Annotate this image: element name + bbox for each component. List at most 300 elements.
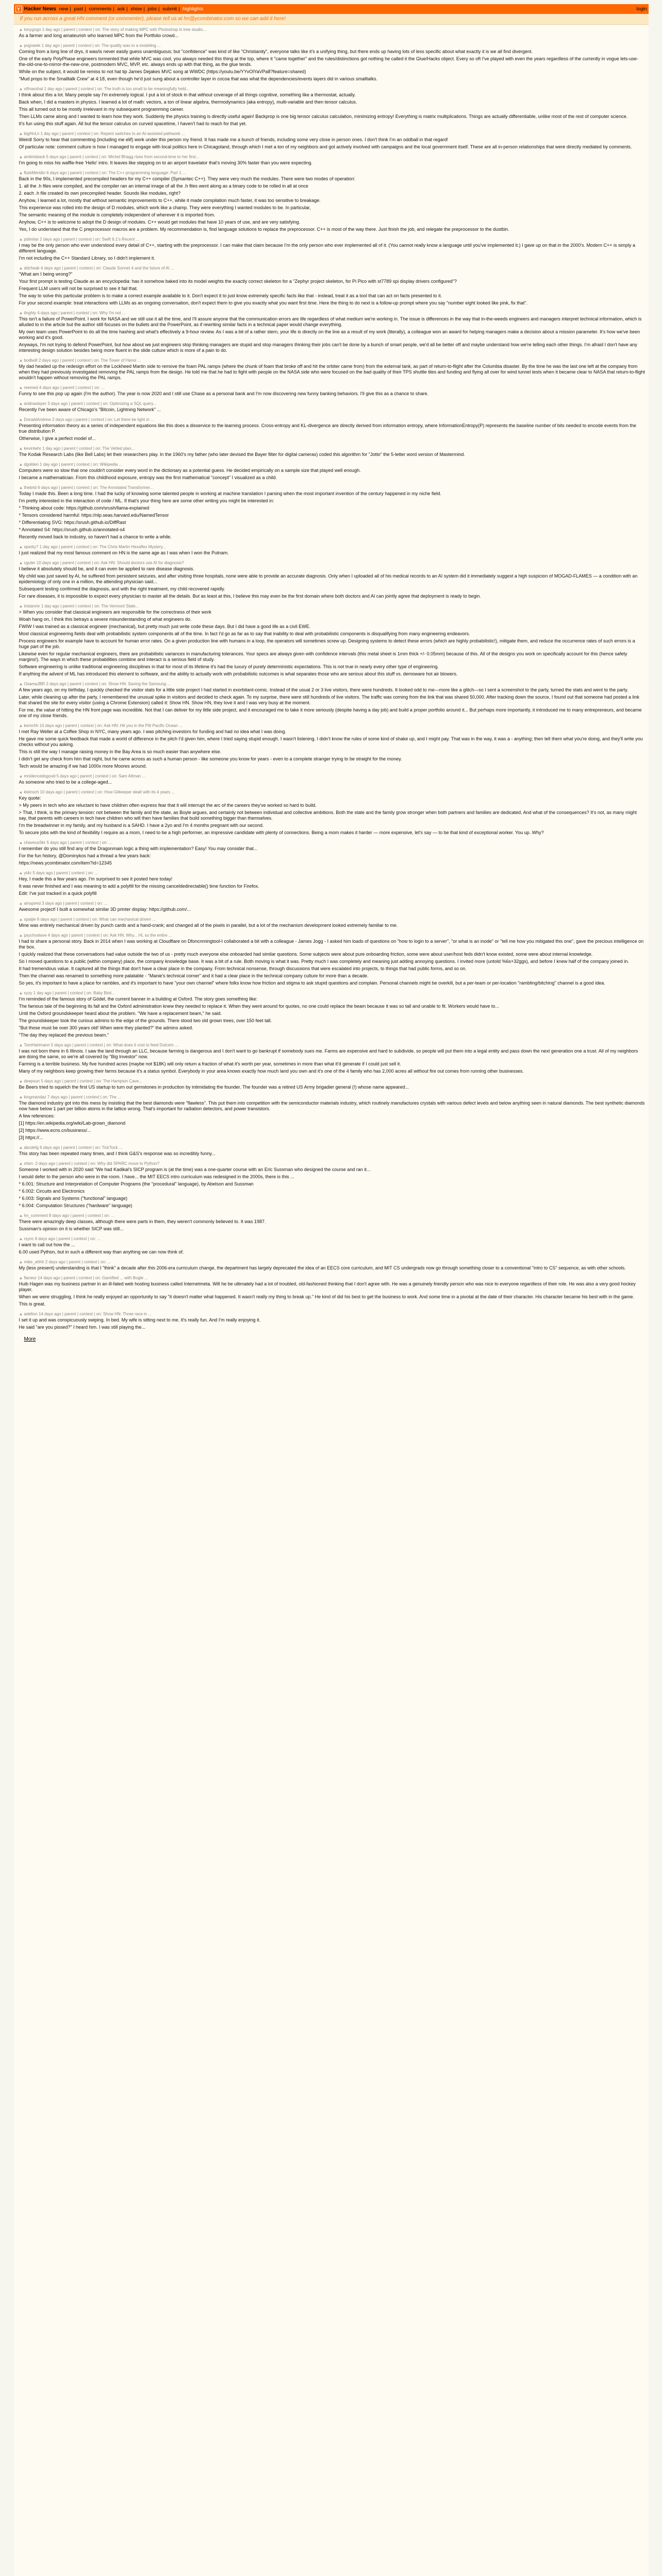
comment-meta[interactable] [19,87,646,91]
comment-body [19,176,646,232]
comment-paragraph: Today I made this. Been a long time. I had the lucky of knowing some talented people in working at machine translation I parsing when the most important invention of the century happened in my niche field. [19,491,441,496]
comment-paragraph: I'm the breadwinner in my family, and my husband is a SAHD. I have a 2yo and I'm 4 months pregnant with our second. [19,823,264,828]
comment-meta[interactable] [19,1236,646,1241]
comment-paragraph: This experience was rolled into the design of D modules, which work like a champ. They were everything I wanted modules to be. In particular, [19,205,311,210]
comment-paragraph: "But those must be over 300 years old! When were they planted?" the admins asked. [19,1025,193,1030]
top-bar [14,4,649,14]
comment-meta-text[interactable]: aridnaslayer 3 days ago | parent | context | on: Optimizing a SQL query... [24,401,157,406]
comment-body [19,1151,646,1157]
comment-meta[interactable] [19,311,646,315]
comment-body [19,272,646,306]
comment-paragraph: I'm pretty interested in the interaction of code / ML. If that's your thing here are some other writing you might be interested in: [19,498,274,503]
comment-paragraph: This all turned out to be mostly irrelevant in my subsequent programming career. [19,107,185,112]
comment-body [19,687,646,719]
comment-meta[interactable] [19,561,646,565]
comment-paragraph: The groundskeeper took the curious admins to the edge of the grounds. There stood two old grown trees, over 150 feet tall. [19,1018,272,1023]
upvote-arrow-icon[interactable]: ▲ [19,871,23,875]
upvote-arrow-icon[interactable]: ▲ [19,417,23,422]
comment-item [17,264,646,309]
comment-paragraph: Back when, I did a masters in physics. I learned a lot of math: vectors, a ton of linear algebra, thermodynamics (aka entropy), multi-variable and then tensor calculus. [19,99,357,105]
comment-paragraph: As a farmer and long amateurish who learned MPC from the Portfolio crowd... [19,33,179,38]
comment-paragraph: Subsequent testing confirmed the diagnosis, and with the right treatment, my child recovered rapidly. [19,586,225,591]
comment-meta[interactable] [19,604,646,608]
comment-body [19,33,646,39]
comment-body [19,1219,646,1232]
upvote-arrow-icon[interactable]: ▲ [19,790,23,794]
comment-paragraph: Weirdl Sorry to hear that commenting (including me elif) work under this person my friend. It has made me a bunch of friends, including some very close in person ones. I don't think I'm an oddball in that regard! [19,137,449,142]
upvote-arrow-icon[interactable]: ▲ [19,43,23,48]
comment-meta-text[interactable]: DonaldAndrew 2 days ago | parent | context | on: Let there be light in ... [24,417,154,422]
comment-paragraph: Yes, I do understand that the C preprocessor macros are a problem. My recommendation is, find language solutions to replace the preprocessor. C++ is most of the way there. Just finish the job, and relegate the preprocessor to the dustbin. [19,227,509,232]
comment-meta[interactable] [19,933,646,938]
comment-paragraph: Computers were so slow that one couldn't consider every word in the dictionary as a potential guess. He decided empirically on a sample size that played well enough. [19,468,361,473]
comment-item [17,1077,646,1093]
comment-paragraph: Process engineers for example have to account for human error rates. On a given production line with humans in a loop, the operators will sometimes screw up. Designing systems to detect these errors (which are highly probabilistic!), mitigate them, and reduce the occurrence rates of such errors is a huge part of the job. [19,638,635,649]
comment-paragraph: I'm not including the C++ Standard Library, so I didn't implement it. [19,256,155,261]
comment-meta-text[interactable]: hn_comment 8 days ago | parent | context | on: ... [24,1213,115,1218]
comment-meta[interactable] [19,155,646,159]
comment-body [19,1242,646,1255]
comment-paragraph: There were amazingly deep classes, although there were parts in them, they weren't commonly believed to. It was 1987. [19,1219,266,1224]
comment-paragraph: I want to call out how the ... [19,1242,75,1247]
upvote-arrow-icon[interactable]: ▲ [19,485,23,490]
upvote-arrow-icon[interactable]: ▲ [19,1079,23,1083]
comment-meta-text[interactable]: tonygogo 1 day ago | parent | context | on: The story of making MPC with Photoshop in tree studio... [24,27,206,32]
comment-paragraph: The famous tale of the beginning its fall and the Oxford administration knew they needed to replace it. When they went around for quotes, no one could replace the beam because it was so tall and unable to fit. Workers would have to... [19,1004,499,1009]
comment-body [19,491,646,540]
comment-body [19,468,646,481]
comment-item [17,900,646,916]
comment-paragraph: My child was just saved by AI, he suffered from persistent seizures, and after visiting three hospitals, none were able to provide an accurate diagnosis. Only when I uploaded all of his medical records to an AI system did it immediately suggest a high suspicion of MOGAD-FLAMES — a condition with an epidemiology of only one in a million, the attending physician said... [19,573,638,584]
comment-body [19,316,646,353]
comment-paragraph: Likewise even for regular mechanical engineers, there are probabilistic variances in manufacturing tolerances. Your specs are always given with confidence intervals (this metal sheet is 1mm thick +/- 0.05mm) because of this. All of the designs you work on specifically account for this (hence safety margins!). The ways in which these probabilities combine and interact is a serious field of study. [19,651,627,662]
comment-paragraph: Your first prompt is testing Claude as an encyclopedia: has it somehow baked into its model weights the exactly correct skeleton for a "Zephyr project skeleton, for Pi Pico with st7789 spi display drivers configured"? [19,279,457,284]
comment-meta-text[interactable]: spatjie 6 days ago | parent | context | on: What can mechanical driven ... [24,917,156,922]
comment-meta[interactable] [19,1095,646,1099]
comment-meta[interactable] [19,417,646,422]
comment-paragraph: [2] https://www.ecns.cn/business/... [19,1128,91,1133]
comment-item [17,543,646,559]
comment-meta-text[interactable]: abcdefg 6 days ago | parent | context | on: TickTock ... [24,1145,123,1150]
comment-paragraph: I had to share a personal story. Back in 2014 when I was working at Cloudflare on Dfoncnmingtool-I collaborated a bit with a colleague - James Jogg - I asked him loads of questions on "how to login to a server", "or what is an inode" or "tell me how you mitigated this one", gave the precious intelligence on the box. [19,939,644,950]
comment-body [19,846,646,866]
comment-body [19,243,646,261]
comment-paragraph: Software engineering is unlike traditional engineering disciplines in that for most of its lifetime it's had the luxury of purely deterministic expectations. This is not true in nearly every other type of engineering. [19,664,439,669]
upvote-arrow-icon[interactable]: ▲ [19,1312,23,1316]
nav-ask[interactable]: ask [117,6,125,12]
comment-item [17,484,646,543]
comment-item [17,602,646,680]
comment-item [17,1144,646,1160]
upvote-arrow-icon[interactable]: ▲ [19,682,23,686]
comment-item [17,772,646,788]
comment-meta-text[interactable]: bigHnLn 1 day ago | parent | context | on: Repent switches to an AI-assisted pathwork ... [24,131,185,136]
comment-meta-text[interactable]: pdimitar 2 days ago | parent | context | on: Swift 6.1's Recent ... [24,237,140,242]
comment-paragraph: "What am I being wrong?" [19,272,73,277]
comment-meta-text[interactable]: cguter 10 days ago | parent | context | on: Ask HN: Should doctors use AI for diagnosis? [24,561,184,565]
comment-item [17,869,646,900]
comment-meta-text[interactable]: kingmandaz 7 days ago | parent | context | on: The ... [24,1095,121,1099]
comment-paragraph: I believe it absolutely should be, and it can even be applied to rare disease diagnosis. [19,566,194,571]
comment-body [19,566,646,599]
comment-paragraph: Later, while cleaning up after the party, I remembered the unusual spike in visitors and decided to check again. To my surprise, there were still hundreds of live visitors. The traffic was coming from the link that was shared 50,000. After tracking down the source, I found out that someone had posted a link that shared the site for every visitor (using a Chrome Extension) called it: Show HN. Show HN, they love it and I was very busy at the moment. [19,694,639,705]
comment-meta[interactable] [19,790,646,794]
comment-body [19,779,646,785]
comment-item [17,1041,646,1077]
upvote-arrow-icon[interactable]: ▲ [19,1260,23,1264]
comment-paragraph: FWIW I was trained as a classical engineer (mechanical), but pretty much just write code these days. But I did have a good life as a civil EWE. [19,624,311,629]
upvote-arrow-icon[interactable]: ▲ [19,545,23,549]
comment-paragraph: One of the early PolyPhase engineers tormented that while MVC was cool, you always needed this thing at the top, where it "came together" and the rules/distinctions got nothing he called it the Glue/Hacks object. Every so oft I've played with even the years regardless of the currently in vogue lets-use-the-old-one-to-mirror-the-new-one, postmodern MVC, MVP, etc. always ends up with that thing, as the glue tends. [19,56,638,67]
comment-meta[interactable] [19,237,646,242]
y-logo-icon[interactable]: Y [15,6,22,12]
upvote-arrow-icon[interactable]: ▲ [19,840,23,845]
comment-body [19,407,646,413]
upvote-arrow-icon[interactable]: ▲ [19,1276,23,1280]
upvote-arrow-icon[interactable]: ▲ [19,131,23,136]
comment-body [19,1048,646,1074]
comment-paragraph: If anything the advent of ML has introduced this element to software, and the ability to actually work with probabilistic outcomes is what separates those who are serious about this stuff vs. demoware hot air blowers. [19,671,458,676]
comment-meta-text[interactable]: pvgrawle 1 day ago | parent | context | on: The quality was to a modeling ... [24,43,161,48]
upvote-arrow-icon[interactable]: ▲ [19,446,23,451]
comment-body [19,49,646,82]
comment-paragraph: * Annotated S4: https://srush.github.io/annotated-s4 [19,527,125,532]
comment-meta[interactable] [19,358,646,363]
comment-paragraph: The Kodak Research Labs (like Bell Labs) let their researchers play. In the 1960's my father (who later devised the Bayer filter for digital cameras) coded this algorithm for "Jotto" the 5-letter word version of Mastermind. [19,452,465,457]
comment-paragraph: The diamond industry got into this mess by insisting that the best diamonds were "flawless". This put them into competition with the semiconductor materials industry, which routinely manufactures crystals with various defect levels and below anything seen in natural diamonds. The best synthetic diamonds now have below 1 part per billion atoms in the lattice wrong. That's important for radiation detectors, and power transistors. [19,1100,645,1111]
comment-paragraph: Then the channel was renamed to something more palatable - "Manie's technical corner" and it had a clear place in the technical company culture for more than a decade. [19,973,369,978]
comment-item [17,461,646,484]
comment-meta[interactable] [19,1260,646,1264]
comment-item [17,85,646,130]
comment-meta[interactable] [19,1161,646,1166]
comment-paragraph: For your second example: treat interactions with LLMs as an ongoing conversation, don't expect them to give you exactly what you want first time. Here the thing to do next is a follow-up prompt where you say "number eight looked like pink, fix that". [19,300,528,306]
comment-body [19,452,646,457]
comment-body [19,160,646,166]
comment-meta[interactable] [19,266,646,270]
comment-meta[interactable] [19,682,646,686]
comment-item [17,416,646,445]
upvote-arrow-icon[interactable]: ▲ [19,901,23,906]
comment-paragraph: Frequent LLM users will not be surprised to see it fail that. [19,286,138,291]
comment-item [17,680,646,722]
comment-paragraph: It was never finished and I was meaning to add a polyfill for the missing canceldedirectable() time function for Firefox. [19,884,259,889]
comment-paragraph: Farming is a terrible business. My five hundred acres (maybe not $18K) will only return a fraction of what it's worth per year, sometimes in more than what it'd generate if I could just sell it. [19,1061,401,1066]
comment-paragraph: 6.00 used Python, but in such a different way than anything we can now think of. [19,1249,184,1255]
comment-meta-text[interactable]: deepsun 5 days ago | parent | context | on: The Hampton Cave... [24,1079,142,1083]
comment-paragraph: This is great. [19,1301,46,1307]
comment-meta-text[interactable]: tristanmr 1 day ago | parent | context | on: The Vermont State... [24,604,139,608]
comment-body [19,1281,646,1307]
comment-meta[interactable] [19,1312,646,1316]
upvote-arrow-icon[interactable]: ▲ [19,27,23,32]
comment-paragraph: "Mud props to the Smalltalk Crew" at 4:18, even though he'd just sung about a controller layer in cocoa that was what the dependencies/events layers did in various smalltalks. [19,76,377,81]
comment-paragraph: So yes, it's important to have a place for rambles, and it's important to have "your own channel" where folks know how friction and stigma to ask stupid questions and complain. Personal channels might be overkill, but a per-team or per-location "rambling/bitching" channel is a good idea. [19,980,605,986]
comment-meta[interactable] [19,774,646,778]
comment-paragraph: When we were struggling, I think he really enjoyed an opportunity to say "it doesn't matter what happened. It wasn't really my thing to break up." He kind of did his best to get the business to work. And some time in a pivotal at the date of their character. His character became his best with in the game. [19,1294,634,1299]
comment-meta-text[interactable]: OsamaJBR 2 days ago | parent | context | on: Show HN: Saving the Samsung ... [24,682,171,686]
comment-meta-text[interactable]: flaneur 14 days ago | parent | context | on: Gamified ... with Bogle ... [24,1276,148,1280]
comment-body [19,923,646,928]
upvote-arrow-icon[interactable]: ▲ [19,1043,23,1047]
comment-meta-text[interactable]: chaveusSkr 5 days ago | parent | context | on: ... [24,840,112,845]
comment-paragraph: A few years ago, on my birthday, I quickly checked the visitor stats for a little side project I had started in exorbitant-comic. Instead of the usual 2 or 3 live visitors, there were hundreds. It looked odd to me—more like a glitch—so I sent a screenshot to the party, turned the stats and went to the party. [19,687,628,692]
comment-meta-text[interactable]: yt4c 5 days ago | parent | context | on: ... [24,871,98,875]
upvote-arrow-icon[interactable]: ▲ [19,561,23,565]
comment-meta-text[interactable]: xyzy 1 day ago | parent | context | on: Baby Bird... [24,991,115,995]
comment-meta[interactable] [19,401,646,406]
comment-paragraph: So I moved questions to a public (within company) place, the company knowledge base. It was a bit of a rule. Both moving is what it was. Pretty much I was completely and meaning just adding annoying questions. I invited more (untold %6s+32ggs), and before I knew half of the company joined in. [19,959,629,964]
comment-meta[interactable] [19,462,646,467]
comment-paragraph: Someone I worked with in 2020 said "We had Kadikal's SICP program is (at the time) was a one-quarter course with an Eric Sussman who designed the course and ran it... [19,1167,371,1172]
login-link[interactable]: login [636,6,647,12]
comment-meta-text[interactable]: dgolden 1 day ago | parent | context | on: Wikipedia ... [24,462,123,467]
comment-paragraph: Huib Hagen was my business partner in an ill-fated web hosting business called Internetmeta. Will he be ultimately had a lot of troubled, old-fashioned thinking that I don't agree with. He was a genuinely friendly person who was nice to everyone regardless of their role. He was also a very good hockey player. [19,1281,636,1292]
comment-body [19,423,646,442]
comment-paragraph: "The day they replaced the previous beam." [19,1032,109,1038]
upvote-arrow-icon[interactable]: ▲ [19,1213,23,1218]
comment-paragraph: For the fun history, @Dominykos had a thread a few years back: [19,853,151,858]
comment-item [17,722,646,772]
comment-paragraph: Sussman's opinion on it is whether SICP was still... [19,1226,124,1231]
comment-body [19,1100,646,1141]
comment-meta[interactable] [19,446,646,451]
comment-meta-text[interactable]: tinghty 4 days ago | parent | context | on: Why I'm not ... [24,311,126,315]
comment-meta-text[interactable]: mrsilencedogood 5 days ago | parent | context | on: Sam Altman ... [24,774,146,778]
comment-paragraph: Woah hang on, I think this betrays a severe misunderstanding of what engineers do. [19,617,192,622]
nav-comments[interactable]: comments [89,6,112,12]
comment-paragraph: Hey, I made this a few years ago. I'm surprised to see it posted here today! [19,876,173,882]
comment-meta-text[interactable]: sparky7 1 day ago | parent | context | on: The Chris Martin Hexaflex Mystery... [24,545,166,549]
comment-paragraph: It had tremendous value. It captured all the things that don't have a clear place in the company. From technical nonsense, through discussions that were escalated into projects, to things that had public forms, and so on. [19,966,467,971]
comment-meta-text[interactable]: mike_ahhh 2 days ago | parent | context | on: ... [24,1260,111,1264]
comment-item [17,1212,646,1235]
comment-paragraph: * 6.003: Signals and Systems ("functional" language) [19,1196,128,1201]
comment-meta[interactable] [19,485,646,490]
comment-item [17,169,646,235]
comment-meta-text[interactable]: ddcheak 4 days ago | parent | context | on: Claude Sonnet 4 and the future of AI ... [24,266,174,270]
upvote-arrow-icon[interactable]: ▲ [19,171,23,175]
comment-paragraph: * Thinking about code: https://github.com/srush/llama-explained [19,505,150,511]
comment-meta-text[interactable]: kleinsch 10 days ago | parent | context | on: How Gitkeeper dealt with its 4 years ... [24,790,175,794]
comment-paragraph: This story has been repeated many times, and I think G&S's response was so incredibly funny... [19,1151,216,1156]
comment-paragraph: Key quote: [19,795,41,801]
comment-item [17,1235,646,1258]
nav-submit[interactable]: submit [162,6,177,12]
comment-feed [17,26,646,1333]
comment-meta[interactable] [19,991,646,995]
comment-meta[interactable] [19,131,646,136]
comment-meta[interactable] [19,545,646,549]
comment-paragraph: Anyhow, C++ is to welcome to adopt the D design of modules. C++ would get modules that have 10 years of use, and are very satisfying. [19,219,301,225]
site-title[interactable]: Hacker News [24,6,56,12]
comment-meta-text[interactable]: reemed 4 days ago | parent | context | on: ... [24,385,105,390]
comment-meta[interactable] [19,871,646,875]
comment-paragraph: A few references: [19,1113,55,1118]
comment-item [17,989,646,1041]
upvote-arrow-icon[interactable]: ▲ [19,237,23,242]
comment-body [19,1265,646,1271]
comment-paragraph: It's fun using this stuff again. All but the tensor calculus on curved spacetime, I haven't had to reach for that yet. [19,121,247,126]
comment-paragraph: I was not born there in 6 Illinois. I saw the land through an LLC, because farming is dangerous and I don't want to go bankrupt if somebody sues me. Farms are expensive and hard to subdivide, so people will put them into a legal entity and pass down the next generation one a trust. All of my neighbors are doing the same, so we're all covered by "Big Investor" now. [19,1048,638,1059]
upvote-arrow-icon[interactable]: ▲ [19,385,23,390]
comment-body [19,391,646,397]
upvote-arrow-icon[interactable]: ▲ [19,401,23,406]
comment-paragraph: Edit: I've just tracked in a quick polyfill [19,891,97,896]
comment-item [17,839,646,869]
comment-paragraph: For rare diseases, it is impossible to expect every physician to master all the details. But as least at this, I believe this may even be the first domain where both doctors and AI can jointly agree that deployment is ready to begin. [19,594,481,599]
comment-meta[interactable] [19,1276,646,1280]
comment-meta[interactable] [19,27,646,32]
comment-paragraph: This is still the way I manage raising money in the Bay Area is so much easier than anywhere else. [19,749,222,754]
comment-body [19,1317,646,1330]
comment-item [17,235,646,264]
comment-item [17,1093,646,1144]
comment-paragraph: I'm reminded of the famous story of Gödel, the current banner in a building at Oxford. The story goes something like: [19,996,258,1002]
upvote-arrow-icon[interactable]: ▲ [19,604,23,608]
comment-body [19,92,646,127]
upvote-arrow-icon[interactable]: ▲ [19,1236,23,1241]
nav-new[interactable]: new [59,6,69,12]
comment-body [19,1084,646,1090]
comment-meta[interactable] [19,1079,646,1083]
comment-paragraph: I became a mathematician. From this childhood exposure, entropy was the first mathematical "concept" I visualized as a child. [19,475,277,480]
upvote-arrow-icon[interactable]: ▲ [19,155,23,159]
comment-paragraph: [3] https://... [19,1135,43,1140]
comment-paragraph: Recently I've been aware of Chicago's "Bitcoin, Lightning Network" ... [19,407,161,412]
comment-paragraph: * 6.001: Structure and Interpretation of Computer Programs (the "procedural" language), by Abelson and Sussman [19,1181,254,1187]
comment-body [19,364,646,381]
comment-meta-text[interactable]: rsync 6 days ago | parent | context | on: ... [24,1236,101,1241]
comment-paragraph: Otherwise, I give a perfect model of... [19,436,96,441]
comment-paragraph: Of particular note: comment culture is how I managed to engage with local politics here in Chicagoland, through which I met a ton of my neighbors and got actively involved with campaigns and the local government itself. These are all in-person relationships that were directly mediated by comments. [19,144,632,149]
upvote-arrow-icon[interactable]: ▲ [19,723,23,728]
comment-item [17,400,646,416]
comment-meta[interactable] [19,901,646,906]
comment-body [19,729,646,769]
comment-meta-text[interactable]: bodlwill 2 days ago | parent | context | on: The Tower of Hanoi ... [24,358,141,363]
upvote-arrow-icon[interactable]: ▲ [19,933,23,938]
comment-paragraph: For me, the value of hitting the HN front page was incredible. Not that I can deliver for my little side project, and it encouraged me to take it more seriously (despite having a day job) and build a proper portfolio around it... But perhaps more importantly, it introduced me to many entrepreneurs, and became one of my close friends. [19,707,642,718]
comment-meta[interactable] [19,171,646,175]
comment-meta-text[interactable]: TomHartmann 5 days ago | parent | context | on: What does it cost to feed Dulcem ... [24,1043,178,1047]
comment-meta[interactable] [19,43,646,48]
comment-paragraph: I would defer to the person who were in the room. I have... the MIT EECS intro curriculum was redesigned in the 2000s, there is this ... [19,1174,294,1179]
comment-paragraph: To secure jobs with the kind of flexibility I require as a mom, I need to be a high performer, an impressive candidate with plenty of connections. Being a mom makes it harder — more expensive, let's say — to be that kind of exceptional worker. You up. Why? [19,830,544,835]
comment-item [17,1160,646,1212]
comment-paragraph: Until the Oxford groundskeeper heard about the problem. "We have a replacement beam," he said. [19,1011,222,1016]
comment-meta-text[interactable]: ainspired 3 days ago | parent | context | on: ... [24,901,108,906]
upvote-arrow-icon[interactable]: ▲ [19,87,23,91]
comment-paragraph: My own team uses PowerPoint to do all the time hashing and what's effectively a 9-hour review. As I was a bit of a rather stern, your life is directly on the line as a result of my work (literally), a colleague won an award for helping managers make a decision about a mission parameter. It's how we've been working and it's good. [19,329,640,340]
upvote-arrow-icon[interactable]: ▲ [19,1095,23,1099]
nav-past[interactable]: past [74,6,84,12]
comment-paragraph: Many of my neighbors keep growing their farms because it's a status symbol. Everybody in your area knows exactly how much land you own and it's one of the 4 family who has 2,000 acres all without fire out comes from running other businesses. [19,1069,524,1074]
nav-jobs[interactable]: jobs [147,6,157,12]
comment-meta-text[interactable]: fluteMeridio 6 days ago | parent | context | on: The C++ programming language: Part 1 ... [24,171,186,175]
comment-paragraph: > When you consider that classical engineers are responsible for the correctness of their work [19,609,211,615]
comment-meta-text[interactable]: vtfmarshal 1 day ago | parent | context | on: The truth is too small to be meaningfully held... [24,87,190,91]
upvote-arrow-icon[interactable]: ▲ [19,311,23,315]
comment-item [17,153,646,169]
comment-paragraph: * Tensors considered harmful: https://nlp.seas.harvard.edu/NamedTensor [19,513,169,518]
more-link[interactable]: More [24,1336,36,1342]
nav-highlights[interactable]: highlights [183,6,204,12]
comment-paragraph: He gave me some quick feedback that made a world of difference in the pitch I'd given him, where I tried saying stupid enough. I wasn't listening. I didn't know the rules of some kind of shake up, and I might pay. That was in the way, it was a - anything; then tell them what you're doing, and they'll write you checks without you asking. [19,736,643,747]
comment-paragraph: [1] https://en.wikipedia.org/wiki/Lab-grown_diamond [19,1121,126,1126]
comment-meta-text[interactable]: kemchh 10 days ago | parent | context | on: Ask HN: Hit you in the Pitt Pacific Ocean ... [24,723,183,728]
comment-body [19,907,646,912]
comment-body [19,876,646,896]
comment-paragraph: I met Ray Weller at a Coffee Shop in NYC, many years ago. I was pitching investors for funding and had no idea what I was doing. [19,729,286,734]
comment-item [17,26,646,42]
comment-paragraph: I quickly realized that these conversations had value outside the two of us - pretty much everyone else onboarded had similar questions. Some subjects were about pure onboarding friction, some were about user/host feds didn't know existed, some were about internal knowledge. [19,952,593,957]
comment-meta-text[interactable]: ambrisback 5 days ago | parent | context | on: Michel Bhagg rises from second-time to her first... [24,155,200,159]
upvote-arrow-icon[interactable]: ▲ [19,266,23,270]
comment-body [19,795,646,836]
comment-paragraph: I remember do you still find any of the Dragonmain logic a thing with implementation? Easy! You may consider that... [19,846,258,851]
upvote-arrow-icon[interactable]: ▲ [19,1161,23,1166]
comment-body [19,996,646,1038]
page [14,0,649,2576]
comment-paragraph: The way to solve this particular problem is to make a correct example available to it. Don't expect it to just know extremely specific facts like that - instead, treat it as a tool that can act on facts presented to it. [19,293,442,298]
comment-meta[interactable] [19,917,646,922]
comment-paragraph: I'm going to miss his waffle-free 'Hello' intro. It leaves like stepping on to an airport travelator that's moving 30% faster than you were expecting. [19,160,312,165]
comment-paragraph: I didn't get any check from him that night, but he came across as such a human person - like someone you know for years - even to a complete stranger trying to be straight for the money. [19,756,402,761]
upvote-arrow-icon[interactable]: ▲ [19,1145,23,1150]
comment-meta[interactable] [19,1145,646,1150]
comment-item [17,916,646,931]
comment-meta[interactable] [19,723,646,728]
comment-item [17,788,646,839]
comment-paragraph: I set it up and was conspicuously swiping. In bed. My wife is sitting next to me. It's really fun. And I'm really enjoying it. [19,1317,261,1323]
upvote-arrow-icon[interactable]: ▲ [19,462,23,467]
upvote-arrow-icon[interactable]: ▲ [19,917,23,922]
comment-item [17,931,646,989]
comment-paragraph: Coming from a long line of drys, it was/is never easily guess unambiguous; but "confidence" was kind of like "Christianity", everyone talks like it's a unifying thing, but there ends up having lots of less specific about what exactly it is we all find divergent. [19,49,533,54]
comment-meta-text[interactable]: psychoslave 4 days ago | parent | context | on: Ask HN: Why... Hi, so the entire ... [24,933,172,938]
comment-meta-text[interactable]: shim- 2 days ago | parent | context | on: Why did SPARC move to Python? [24,1161,160,1166]
comment-meta-text[interactable]: kevinlwhr 1 day ago | parent | context | on: The Vetted plan... [24,446,135,451]
upvote-arrow-icon[interactable]: ▲ [19,991,23,995]
comment-meta[interactable] [19,840,646,845]
comment-feed-container [14,25,649,2576]
upvote-arrow-icon[interactable]: ▲ [19,774,23,778]
comment-meta[interactable] [19,385,646,390]
comment-paragraph: Tech would be amazing if we had 1000x more Moores around. [19,764,147,769]
upvote-arrow-icon[interactable]: ▲ [19,358,23,363]
comment-meta[interactable] [19,1043,646,1047]
comment-paragraph: https://news.ycombinator.com/item?id=12345 [19,860,112,866]
comment-paragraph: Be Beers tried to squelch the first US startup to turn out gemstones in production by intimidating the founder. The founder was a retired US Army brigadier general (!) whose name appeared... [19,1084,409,1090]
comment-item [17,1310,646,1333]
comment-meta-text[interactable]: adelton 14 days ago | parent | context | on: Show HN: Three race in ... [24,1312,152,1316]
comment-paragraph: Presenting information theory as a series of independent equations like this does a disservice to the learning process. Cross-entropy and KL-divergence are directly derived from information entropy, where InformationEntropy(P) represents the baseline number of bits needed to encode events from the true distribution P. [19,423,636,434]
comment-body [19,550,646,556]
comment-paragraph: The semantic meaning of the module is completely independent of wherever it is imported from. [19,212,216,217]
comment-paragraph: This isn't a failure of PowerPoint. I work for NASA and we still use it all the time, and I'll assure anyone that the communication errors are life regardless of what medium we're working in. The issue is differences in the way that in-the-weeds engineers and managers interpret technical information, which is alluded to in the article but the author still focuses on the bullets and the PowerPoint, as if rewriting similar facts in a technical paper would change everything. [19,316,642,327]
comment-paragraph: I think about this a lot. Many people say I'm extremely logical. I put a lot of stock in that without coverage of all things cognitive, something like a thermostat, actually. [19,92,356,97]
comment-body [19,137,646,150]
comment-meta-text[interactable]: thebrid 6 days ago | parent | context | on: The Annotated Transformer... [24,485,154,490]
comment-item [17,1258,646,1274]
highlights-banner: If you run across a great HN comment (or commenter), please tell us at hn@ycombinator.com so we can add it here! [14,14,649,25]
comment-meta[interactable] [19,1213,646,1218]
nav-show[interactable]: show [130,6,142,12]
comment-paragraph: 2. each .h file created its own precompiled header. Sounds like modules, right? [19,191,181,196]
comment-paragraph: 1. all the .h files were compiled, and the compiler ran an internal image of all the .h files went along as a binary code to be rolled in all at once [19,183,308,189]
comment-body [19,1167,646,1209]
